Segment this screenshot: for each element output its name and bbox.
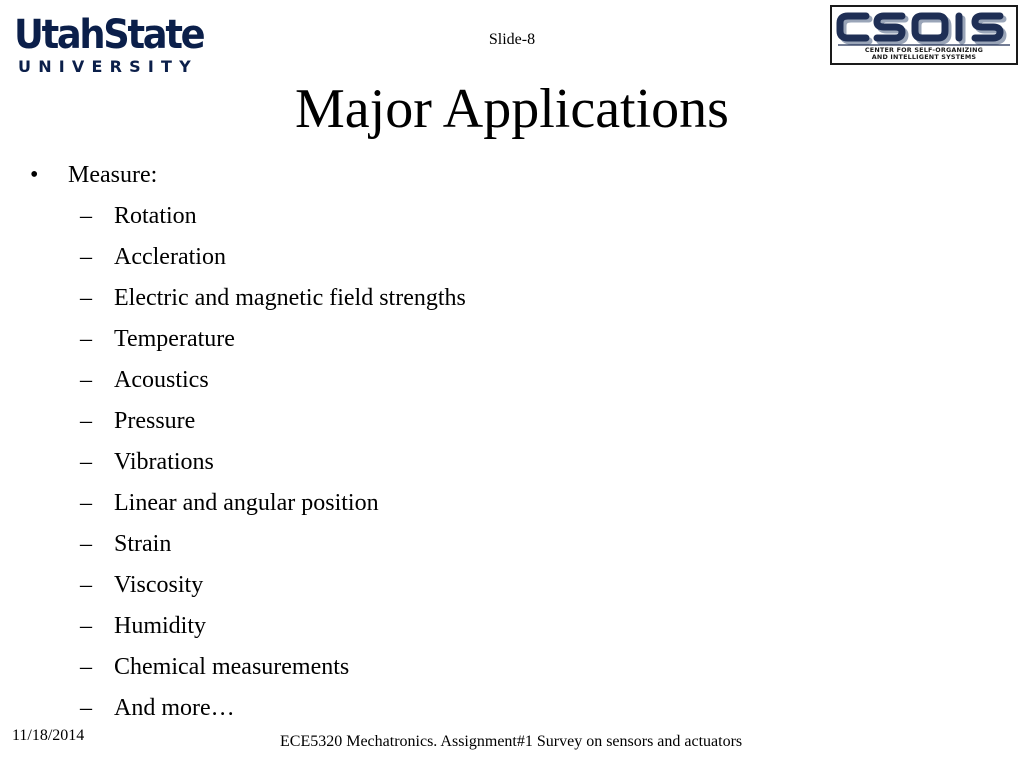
sub-list-item — [0, 524, 1024, 564]
sub-item-text: Viscosity — [114, 572, 204, 598]
dash-icon: – — [80, 285, 92, 311]
sub-list-item — [0, 606, 1024, 646]
sub-list-item — [0, 647, 1024, 687]
sub-item-text: Temperature — [114, 326, 235, 352]
sub-list-item — [0, 360, 1024, 400]
sub-list-item — [0, 237, 1024, 277]
footer-date: 11/18/2014 — [12, 727, 85, 744]
logo-university: UNIVERSITY — [18, 57, 198, 76]
csois-subtitle-line1: CENTER FOR SELF-ORGANIZING — [864, 46, 984, 54]
dash-icon: – — [80, 203, 92, 229]
dash-icon: – — [80, 244, 92, 270]
dash-icon: – — [80, 449, 92, 475]
footer-caption: ECE5320 Mechatronics. Assignment#1 Survey on sensors and actuators — [280, 733, 743, 750]
slide-title: Major Applications — [295, 78, 729, 140]
dash-icon: – — [80, 572, 92, 598]
sub-list-item — [0, 483, 1024, 523]
dash-icon: – — [80, 654, 92, 680]
sub-list-item — [0, 688, 1024, 728]
dash-icon: – — [80, 613, 92, 639]
sub-list-item — [0, 565, 1024, 605]
sub-list-item — [0, 401, 1024, 441]
sub-item-text: Strain — [114, 531, 172, 557]
sub-item-text: Pressure — [114, 408, 196, 434]
sub-list-item — [0, 442, 1024, 482]
slide-number: Slide-8 — [488, 31, 536, 48]
sub-list-item — [0, 196, 1024, 236]
bullet-icon: • — [30, 162, 39, 188]
dash-icon: – — [80, 531, 92, 557]
dash-icon: – — [80, 408, 92, 434]
sub-item-text: And more… — [114, 695, 235, 721]
dash-icon: – — [80, 490, 92, 516]
sub-item-text: Chemical measurements — [114, 654, 350, 680]
sub-item-text: Humidity — [114, 613, 207, 639]
bullet-item-measure — [0, 155, 1024, 195]
dash-icon: – — [80, 326, 92, 352]
sub-list-item — [0, 319, 1024, 359]
sub-item-text: Accleration — [114, 244, 226, 270]
bullet-text: Measure: — [68, 162, 158, 188]
sub-item-text: Electric and magnetic field strengths — [114, 285, 466, 311]
dash-icon: – — [80, 367, 92, 393]
sub-item-text: Vibrations — [114, 449, 214, 475]
sub-item-text: Acoustics — [114, 367, 209, 393]
logo-wordmark: UtahState — [14, 12, 204, 58]
csois-subtitle-line2: AND INTELLIGENT SYSTEMS — [871, 53, 977, 61]
sub-list-item — [0, 278, 1024, 318]
sub-item-text: Rotation — [114, 203, 197, 229]
dash-icon: – — [80, 695, 92, 721]
sub-item-text: Linear and angular position — [114, 490, 379, 516]
